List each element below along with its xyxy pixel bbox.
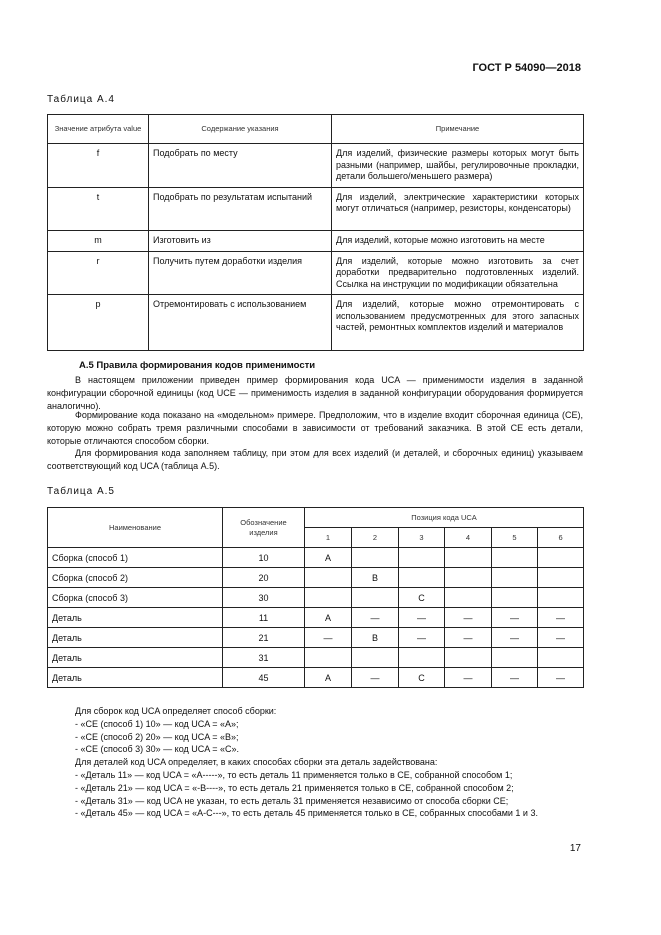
item-number: 21 [223, 628, 305, 648]
item-name: Сборка (способ 2) [48, 568, 223, 588]
list-item: - «Деталь 21» — код UCA = «-B----», то есть деталь 21 применяется только в СЕ, собранной способом 2; [75, 782, 514, 793]
pos-3: 3 [399, 528, 445, 548]
paragraph [47, 374, 583, 413]
header-uca-position: Позиция кода UCA [305, 508, 584, 528]
table-row [48, 295, 584, 351]
uca-cell [399, 548, 445, 568]
uca-cell: — [538, 608, 584, 628]
uca-cell: A [305, 608, 352, 628]
uca-cell: A [305, 548, 352, 568]
uca-cell: — [445, 608, 492, 628]
list-item: - «Деталь 45» — код UCA = «A-C---», то есть деталь 45 применяется только в СЕ, собранных способами 1 и 3. [75, 808, 538, 819]
note-text: Для изделий, которые можно изготовить за счет доработки предварительно подготовленных изделий. Ссылка на инструкции по модификации обязательна [332, 251, 584, 295]
paragraph-text: Для формирования кода заполняем таблицу, при этом для всех изделий (и деталей, и сборочных единиц) указываем соответствующий код UCA (таблица А.5). [47, 448, 583, 471]
pos-1: 1 [305, 528, 352, 548]
instruction-text: Изготовить из [149, 230, 332, 251]
notes-intro: Для сборок код UCA определяет способ сборки: [75, 706, 277, 716]
list-item: - «Деталь 11» — код UCA = «A-----», то есть деталь 11 применяется только в СЕ, собранной способом 1; [75, 769, 513, 780]
notes-list [75, 705, 595, 820]
list-item: - «СЕ (способ 1) 10» — код UCA = «A»; [75, 718, 239, 729]
item-name: Деталь [48, 608, 223, 628]
uca-cell [492, 588, 538, 608]
paragraph [47, 409, 583, 448]
header-name: Наименование [48, 508, 223, 548]
table-a5-caption: Таблица А.5 [47, 486, 115, 497]
table-row [48, 230, 584, 251]
note-text: Для изделий, которые можно отремонтировать с использованием предусмотренных для этого запасных частей, ремонтных комплектов изделий и материалов [332, 295, 584, 351]
item-number: 31 [223, 648, 305, 668]
uca-cell [305, 648, 352, 668]
uca-cell: — [492, 628, 538, 648]
uca-cell [399, 648, 445, 668]
paragraph-text: В настоящем приложении приведен пример формирования кода UCA — применимости изделия в заданной конфигурации сборочной единицы (код UCE — применимость изделия в заданной конфигурации оборудования формируется аналогично). [47, 375, 583, 411]
item-name: Деталь [48, 628, 223, 648]
attr-code: f [48, 144, 149, 188]
attr-code: r [48, 251, 149, 295]
pos-4: 4 [445, 528, 492, 548]
uca-cell: — [492, 608, 538, 628]
pos-5: 5 [492, 528, 538, 548]
note-text: Для изделий, которые можно изготовить на месте [332, 230, 584, 251]
pos-6: 6 [538, 528, 584, 548]
table-a4 [47, 114, 584, 351]
uca-cell: — [399, 608, 445, 628]
header-content: Содержание указания [149, 115, 332, 144]
instruction-text: Получить путем доработки изделия [149, 251, 332, 295]
uca-cell [492, 648, 538, 668]
uca-cell [492, 568, 538, 588]
table-row [48, 668, 584, 688]
uca-cell: — [445, 668, 492, 688]
uca-cell [352, 588, 399, 608]
uca-cell: — [399, 628, 445, 648]
uca-cell [445, 588, 492, 608]
list-item: - «Деталь 31» — код UCA не указан, то есть деталь 31 применяется независимо от способа сборки СЕ; [75, 795, 509, 806]
item-number: 30 [223, 588, 305, 608]
attr-code: t [48, 187, 149, 230]
instruction-text: Подобрать по результатам испытаний [149, 187, 332, 230]
uca-cell [445, 648, 492, 668]
uca-cell [538, 548, 584, 568]
item-name: Сборка (способ 3) [48, 588, 223, 608]
uca-cell: — [352, 668, 399, 688]
table-a4-caption: Таблица А.4 [47, 94, 115, 105]
uca-cell [352, 648, 399, 668]
item-number: 10 [223, 548, 305, 568]
item-number: 45 [223, 668, 305, 688]
note-text: Для изделий, физические размеры которых могут быть разными (например, шайбы, регулировочные прокладки, детали большего/меньшего размера) [332, 144, 584, 188]
uca-cell [538, 568, 584, 588]
table-row [48, 251, 584, 295]
uca-cell: — [538, 668, 584, 688]
table-row [48, 144, 584, 188]
uca-cell: — [445, 628, 492, 648]
item-name: Деталь [48, 648, 223, 668]
list-item: - «СЕ (способ 3) 30» — код UCA = «C». [75, 744, 240, 755]
attr-code: p [48, 295, 149, 351]
header-note: Примечание [332, 115, 584, 144]
uca-cell [445, 548, 492, 568]
notes-intro: Для деталей код UCA определяет, в каких способах сборки эта деталь задействована: [75, 757, 438, 768]
uca-cell: B [352, 568, 399, 588]
uca-cell: C [399, 588, 445, 608]
uca-cell: — [352, 608, 399, 628]
uca-cell [305, 588, 352, 608]
uca-cell: A [305, 668, 352, 688]
table-row [48, 588, 584, 608]
uca-cell [305, 568, 352, 588]
table-row [48, 568, 584, 588]
table-a5 [47, 507, 584, 688]
table-row [48, 648, 584, 668]
standard-number: ГОСТ Р 54090—2018 [472, 62, 581, 74]
list-item: - «СЕ (способ 2) 20» — код UCA = «B»; [75, 731, 239, 742]
paragraph [47, 447, 583, 473]
item-number: 20 [223, 568, 305, 588]
table-header-row [48, 508, 584, 528]
item-number: 11 [223, 608, 305, 628]
uca-cell [538, 648, 584, 668]
uca-cell: — [538, 628, 584, 648]
note-text: Для изделий, электрические характеристики которых могут отличаться (например, резисторы, конденсаторы) [332, 187, 584, 230]
header-attr-value: Значение атрибута value [48, 115, 149, 144]
section-heading: А.5 Правила формирования кодов применимости [79, 360, 316, 371]
uca-cell: B [352, 628, 399, 648]
instruction-text: Подобрать по месту [149, 144, 332, 188]
uca-cell: C [399, 668, 445, 688]
table-row [48, 187, 584, 230]
page-number: 17 [569, 843, 581, 854]
attr-code: m [48, 230, 149, 251]
uca-cell [492, 548, 538, 568]
item-name: Сборка (способ 1) [48, 548, 223, 568]
uca-cell [352, 548, 399, 568]
item-name: Деталь [48, 668, 223, 688]
pos-2: 2 [352, 528, 399, 548]
uca-cell: — [492, 668, 538, 688]
uca-cell: — [305, 628, 352, 648]
uca-cell [399, 568, 445, 588]
table-row [48, 628, 584, 648]
instruction-text: Отремонтировать с использованием [149, 295, 332, 351]
uca-cell [445, 568, 492, 588]
table-row [48, 548, 584, 568]
header-designation: Обозначение изделия [223, 508, 305, 548]
uca-cell [538, 588, 584, 608]
table-row [48, 608, 584, 628]
table-header-row [48, 115, 584, 144]
paragraph-text: Формирование кода показано на «модельном» примере. Предположим, что в изделие входит сборочная единица (СЕ), которую можно собрать тремя различными способами в зависимости от требований заказчика. В этой СЕ есть детали, которые отличаются способом сборки. [47, 410, 583, 446]
